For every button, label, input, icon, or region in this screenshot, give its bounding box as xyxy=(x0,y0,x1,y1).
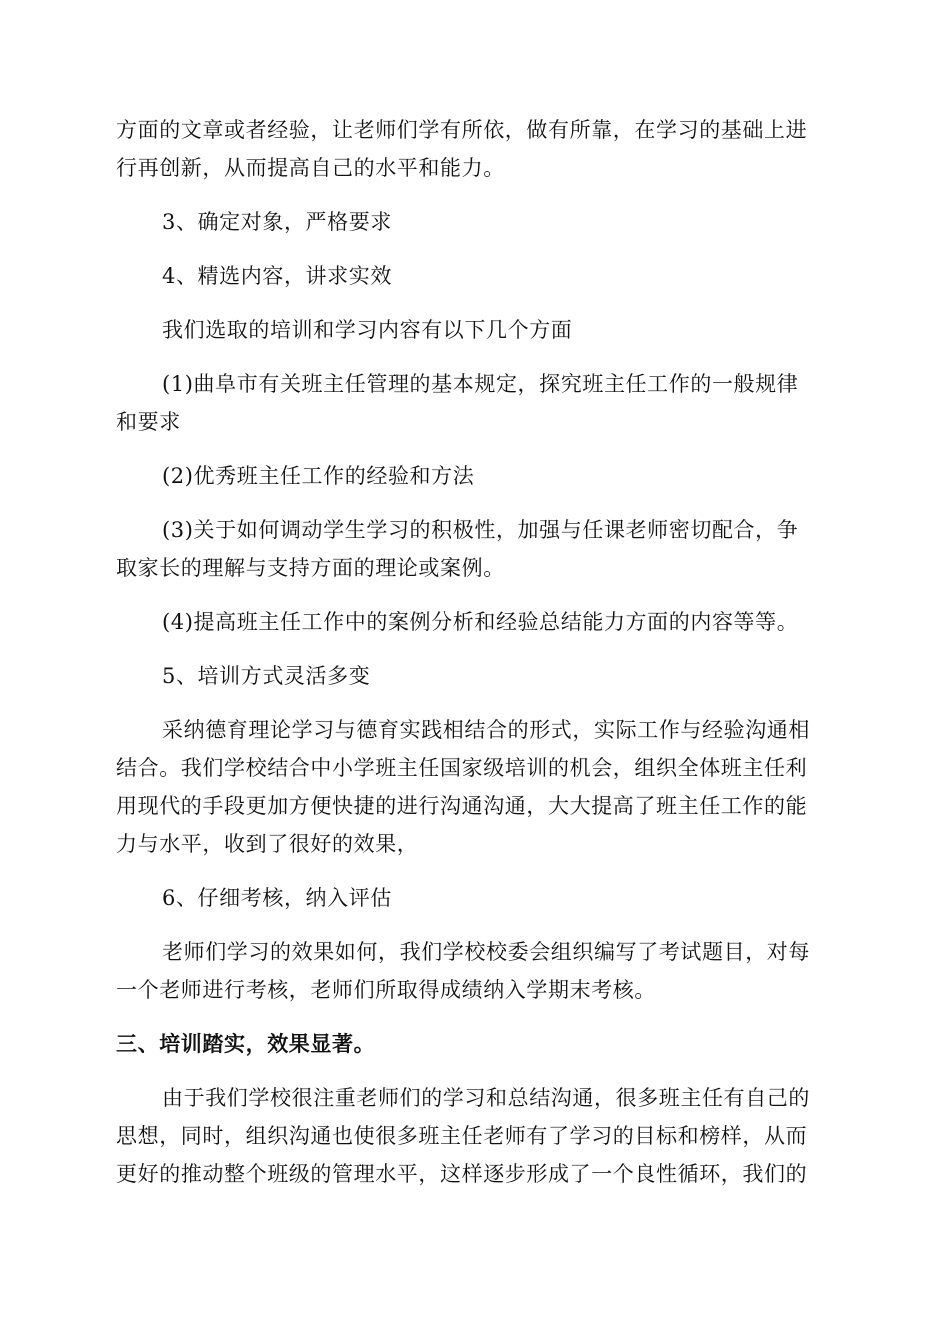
paragraph-line: 力与水平，收到了很好的效果， xyxy=(116,832,419,856)
list-item-3: (3)关于如何调动学生学习的积极性，加强与任课老师密切配合，争 xyxy=(162,518,799,542)
section-heading: 三、培训踏实，效果显著。 xyxy=(116,1032,376,1056)
list-item-2: (2)优秀班主任工作的经验和方法 xyxy=(162,464,475,488)
list-item-3-cont: 取家长的理解与支持方面的理论或案例。 xyxy=(116,556,505,580)
list-item-1: (1)曲阜市有关班主任管理的基本规定，探究班主任工作的一般规律 xyxy=(162,372,799,396)
paragraph-line: 更好的推动整个班级的管理水平，这样逐步形成了一个良性循环，我们的 xyxy=(116,1162,808,1186)
list-item-4: (4)提高班主任工作中的案例分析和经验总结能力方面的内容等等。 xyxy=(162,610,799,634)
paragraph-line: 一个老师进行考核，老师们所取得成绩纳入学期末考核。 xyxy=(116,978,656,1002)
section-item-5: 5、培训方式灵活多变 xyxy=(162,664,371,688)
paragraph-line: 采纳德育理论学习与德育实践相结合的形式，实际工作与经验沟通相 xyxy=(162,718,810,742)
paragraph-line: 老师们学习的效果如何，我们学校校委会组织编写了考试题目，对每 xyxy=(162,940,810,964)
paragraph-line: 我们选取的培训和学习内容有以下几个方面 xyxy=(162,318,573,342)
paragraph-line: 结合。我们学校结合中小学班主任国家级培训的机会，组织全体班主任利 xyxy=(116,756,808,780)
paragraph-line: 方面的文章或者经验，让老师们学有所依，做有所靠，在学习的基础上进 xyxy=(116,118,808,142)
section-item-3: 3、确定对象，严格要求 xyxy=(162,210,392,234)
paragraph-line: 用现代的手段更加方便快捷的进行沟通沟通，大大提高了班主任工作的能 xyxy=(116,794,808,818)
paragraph-line: 行再创新，从而提高自己的水平和能力。 xyxy=(116,156,505,180)
paragraph-line: 由于我们学校很注重老师们的学习和总结沟通，很多班主任有自己的 xyxy=(162,1086,810,1110)
list-item-1-cont: 和要求 xyxy=(116,410,181,434)
paragraph-line: 思想，同时，组织沟通也使很多班主任老师有了学习的目标和榜样，从而 xyxy=(116,1124,808,1148)
section-item-6: 6、仔细考核，纳入评估 xyxy=(162,886,392,910)
section-item-4: 4、精选内容，讲求实效 xyxy=(162,264,392,288)
